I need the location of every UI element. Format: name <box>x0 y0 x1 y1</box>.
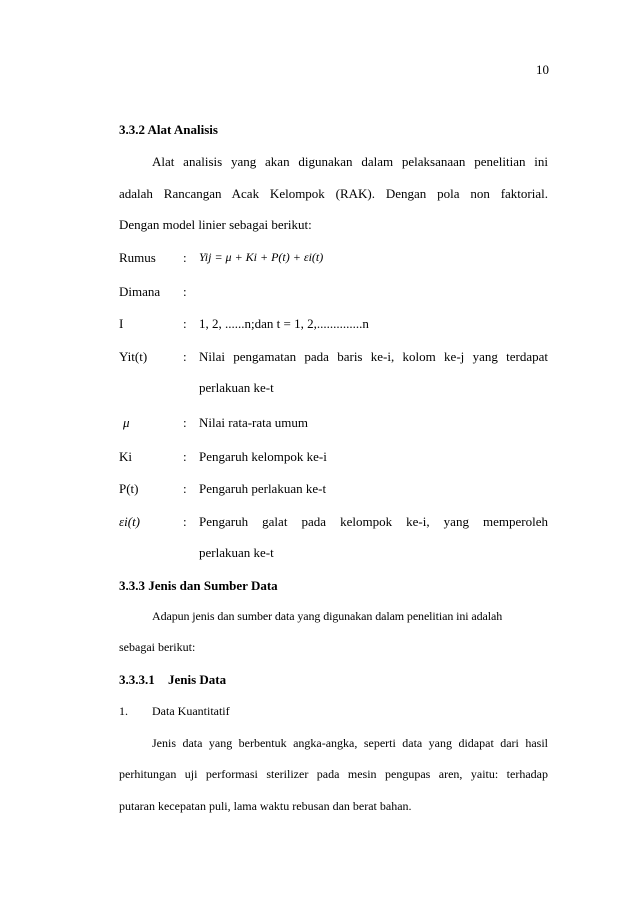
list-item-label: Data Kuantitatif <box>152 704 230 718</box>
intro-line-2: adalah Rancangan Acak Kelompok (RAK). Dengan pola non faktorial. <box>119 186 548 201</box>
list-item-1 <box>119 704 128 719</box>
definition-term: Yit(t) <box>119 349 148 364</box>
definition-colon: : <box>183 415 187 430</box>
formula-text: Yij = μ + Ki + P(t) + εi(t) <box>199 250 324 264</box>
definition-term: P(t) <box>119 481 139 496</box>
mu-symbol: μ <box>123 415 130 430</box>
section3-number: 3.3.3.1 <box>119 672 155 687</box>
definition-desc-continuation: perlakuan ke-t <box>199 545 274 560</box>
definition-desc-continuation: perlakuan ke-t <box>199 380 274 395</box>
definition-desc: Nilai rata-rata umum <box>199 415 309 430</box>
section3-line-1: Jenis data yang berbentuk angka-angka, seperti data yang didapat dari hasil <box>152 736 548 750</box>
intro-line-1: Alat analisis yang akan digunakan dalam pelaksanaan penelitian ini <box>152 154 548 169</box>
definition-desc: Nilai pengamatan pada baris ke-i, kolom ke-j yang terdapat <box>199 349 548 364</box>
definition-term: I <box>119 316 124 331</box>
definition-desc: Pengaruh perlakuan ke-t <box>199 481 327 496</box>
list-item-number: 1. <box>119 704 128 718</box>
definition-colon: : <box>183 284 187 299</box>
section2-heading: 3.3.3 Jenis dan Sumber Data <box>119 578 278 593</box>
definition-term: Ki <box>119 449 132 464</box>
definition-desc: Pengaruh galat pada kelompok ke-i, yang memperoleh <box>199 514 548 529</box>
definition-desc: Pengaruh kelompok ke-i <box>199 449 327 464</box>
definition-term: Rumus <box>119 250 156 265</box>
intro-line-3: Dengan model linier sebagai berikut: <box>119 217 312 232</box>
definition-term: Dimana <box>119 284 161 299</box>
definition-colon: : <box>183 449 187 464</box>
epsilon-symbol: εi(t) <box>119 514 141 529</box>
section3-title: Jenis Data <box>168 672 227 687</box>
section-heading: 3.3.2 Alat Analisis <box>119 122 218 137</box>
section3-heading <box>119 672 226 688</box>
definition-colon: : <box>183 514 187 529</box>
section3-line-3: putaran kecepatan puli, lama waktu rebusan dan berat bahan. <box>119 799 412 813</box>
definition-colon: : <box>183 349 187 364</box>
definition-colon: : <box>183 481 187 496</box>
definition-colon: : <box>183 250 187 265</box>
definition-desc: 1, 2, ......n;dan t = 1, 2,..............n <box>199 316 369 331</box>
definition-colon: : <box>183 316 187 331</box>
section3-line-2: perhitungan uji performasi sterilizer pada mesin pengupas aren, yaitu: terhadap <box>119 767 548 781</box>
section2-line-1: Adapun jenis dan sumber data yang digunakan dalam penelitian ini adalah <box>152 609 503 623</box>
section2-line-2: sebagai berikut: <box>119 640 196 654</box>
page-number: 10 <box>536 62 549 77</box>
